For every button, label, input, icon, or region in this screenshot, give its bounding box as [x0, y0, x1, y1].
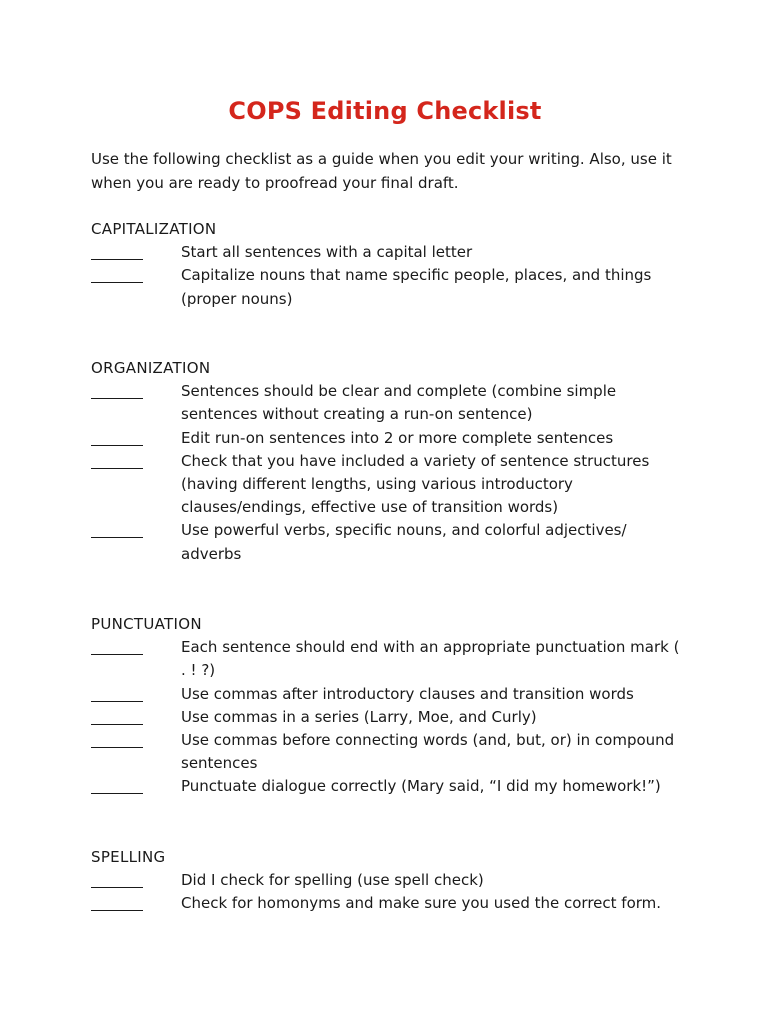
- checklist-item-text: Use commas before connecting words (and, but, or) in compound sentences: [181, 731, 675, 773]
- section-punctuation: [91, 613, 711, 799]
- checklist-item-text: Capitalize nouns that name specific people, places, and things (proper nouns): [181, 266, 652, 308]
- section-heading: PUNCTUATION: [91, 615, 202, 633]
- checkbox-blank-line[interactable]: [91, 869, 143, 888]
- checklist-item: [91, 869, 711, 892]
- checkbox-blank-line[interactable]: [91, 892, 143, 911]
- checklist-item: [91, 775, 711, 798]
- checklist-item-text: Each sentence should end with an appropriate punctuation mark ( . ! ?): [181, 638, 680, 680]
- checkbox-blank-line[interactable]: [91, 380, 143, 399]
- checklist-item: [91, 450, 711, 520]
- checklist-item: [91, 706, 711, 729]
- section-heading: CAPITALIZATION: [91, 220, 217, 238]
- checkbox-blank-line[interactable]: [91, 519, 143, 538]
- checklist-item: [91, 729, 711, 775]
- checkbox-blank-line[interactable]: [91, 775, 143, 794]
- checklist-item-text: Use powerful verbs, specific nouns, and colorful adjectives/ adverbs: [181, 521, 627, 563]
- checklist-item: [91, 636, 711, 682]
- checklist-item-text: Punctuate dialogue correctly (Mary said, “I did my homework!”): [181, 777, 661, 796]
- checkbox-blank-line[interactable]: [91, 706, 143, 725]
- checkbox-blank-line[interactable]: [91, 729, 143, 748]
- checklist-item-text: Start all sentences with a capital letter: [181, 243, 473, 262]
- intro-paragraph: Use the following checklist as a guide when you edit your writing. Also, use it when you are ready to proofread your final draft.: [91, 150, 672, 192]
- checklist-item: [91, 519, 711, 565]
- checklist-item: [91, 427, 711, 450]
- section-heading: SPELLING: [91, 848, 166, 866]
- section-heading: ORGANIZATION: [91, 359, 211, 377]
- checklist-item: [91, 380, 711, 426]
- checklist-item: [91, 683, 711, 706]
- checkbox-blank-line[interactable]: [91, 450, 143, 469]
- checklist-item: [91, 892, 711, 915]
- section-capitalization: [91, 218, 711, 311]
- checklist-item-text: Check for homonyms and make sure you used the correct form.: [181, 894, 662, 913]
- checklist-item: [91, 264, 711, 310]
- checkbox-blank-line[interactable]: [91, 683, 143, 702]
- section-spelling: [91, 846, 711, 916]
- checklist-item: [91, 241, 711, 264]
- checklist-item-text: Edit run-on sentences into 2 or more complete sentences: [181, 428, 614, 447]
- checkbox-blank-line[interactable]: [91, 427, 143, 446]
- checklist-item-text: Did I check for spelling (use spell check): [181, 871, 484, 890]
- checklist-item-text: Sentences should be clear and complete (combine simple sentences without creating a run-on sentence): [181, 382, 617, 424]
- checkbox-blank-line[interactable]: [91, 241, 143, 260]
- checkbox-blank-line[interactable]: [91, 636, 143, 655]
- checklist-item-text: Use commas after introductory clauses and transition words: [181, 684, 634, 703]
- checklist-item-text: Check that you have included a variety of sentence structures (having different lengths, using various introductory clauses/endings, effective use of transition words): [181, 451, 650, 517]
- page-title: COPS Editing Checklist: [228, 97, 542, 125]
- checklist-item-text: Use commas in a series (Larry, Moe, and Curly): [181, 707, 537, 726]
- section-organization: [91, 357, 711, 566]
- checkbox-blank-line[interactable]: [91, 264, 143, 283]
